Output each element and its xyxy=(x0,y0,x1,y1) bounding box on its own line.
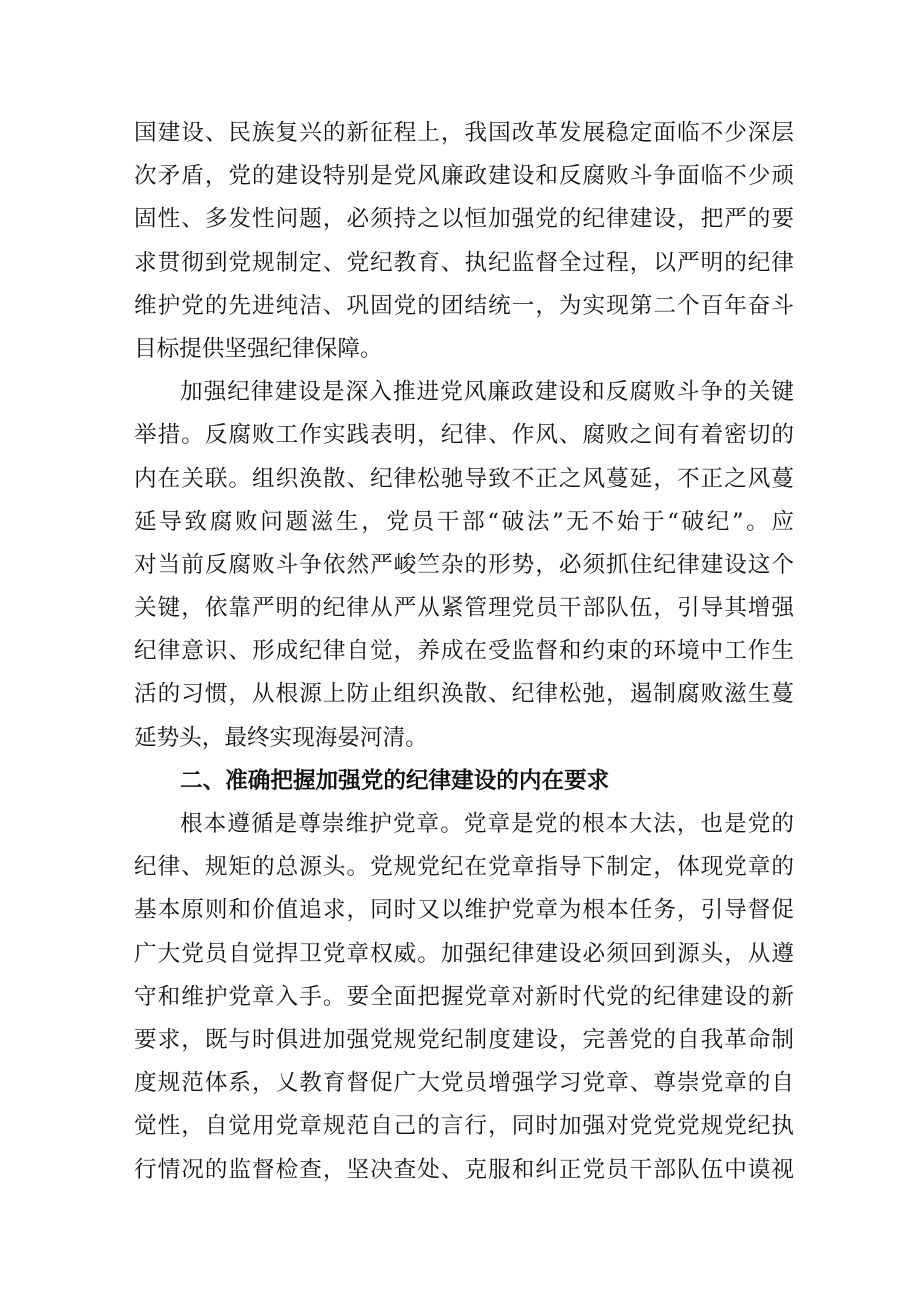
paragraph-1 xyxy=(134,112,794,371)
text-line: 广大党员自觉捍卫党章权威。加强纪律建设必须回到源头，从遵 xyxy=(134,940,794,967)
document-body xyxy=(134,112,794,1192)
text-line: 觉性，自觉用党章规范自己的言行，同时加强对党党党规党纪执 xyxy=(134,1113,794,1140)
paragraph-2 xyxy=(134,371,794,760)
text-line: 次矛盾，党的建设特别是党风廉政建设和反腐败斗争面临不少顽 xyxy=(134,163,794,190)
text-line: 延势头，最终实现海晏河清。 xyxy=(134,724,428,751)
text-line: 守和维护党章入手。要全面把握党章对新时代党的纪律建设的新 xyxy=(134,983,794,1010)
text-line: 举措。反腐败工作实践表明，纪律、作风、腐败之间有着密切的 xyxy=(134,422,794,449)
text-line: 根本遵循是尊崇维护党章。党章是党的根本大法，也是党的 xyxy=(180,811,794,837)
text-line: 关键，依靠严明的纪律从严从紧管理党员干部队伍，引导其增强 xyxy=(134,595,794,622)
paragraph-3 xyxy=(134,803,794,1192)
text-line: 对当前反腐败斗争依然严峻竺杂的形势，必须抓住纪律建设这个 xyxy=(134,551,794,578)
text-line: 延导致腐败问题滋生，党员干部“破法”无不始于“破纪”。应 xyxy=(134,508,794,535)
text-line: 活的习惯，从根源上防止组织涣散、纪律松弛，遏制腐败滋生蔓 xyxy=(134,681,794,708)
text-line: 内在关联。组织涣散、纪律松驰导致不正之风蔓延，不正之风蔓 xyxy=(134,465,794,492)
text-line: 度规范体系，乂教育督促广大党员增强学习党章、尊崇党章的自 xyxy=(134,1070,794,1097)
text-line: 纪律意识、形成纪律自觉，养成在受监督和约束的环境中工作生 xyxy=(134,638,794,665)
text-line: 纪律、规矩的总源头。党规党纪在党章指导下制定，体现党章的 xyxy=(134,854,794,881)
text-line: 目标提供坚强纪律保障。 xyxy=(134,335,383,362)
text-line: 维护党的先进纯洁、巩固党的团结统一，为实现第二个百年奋斗 xyxy=(134,292,794,319)
text-line: 求贯彻到党规制定、党纪教育、执纪监督全过程，以严明的纪律 xyxy=(134,249,794,276)
section-heading: 二、准确把握加强党的纪律建设的内在要求 xyxy=(180,767,610,794)
text-line: 加强纪律建设是深入推进党风廉政建设和反腐败斗争的关键 xyxy=(180,379,794,406)
text-line: 行情况的监督检查，坚决查处、克服和纠正党员干部队伍中谟视 xyxy=(134,1156,794,1183)
text-line: 要求，既与时俱进加强党规党纪制度建设，完善党的自我革命制 xyxy=(134,1026,794,1053)
text-line: 国建设、民族复兴的新征程上，我国改革发展稳定面临不少深层 xyxy=(134,120,794,146)
text-line: 固性、多发性问题，必须持之以恒加强党的纪律建设，把严的要 xyxy=(134,206,794,233)
text-line: 基本原则和价值追求，同时又以维护党章为根本任务，引导督促 xyxy=(134,897,794,924)
